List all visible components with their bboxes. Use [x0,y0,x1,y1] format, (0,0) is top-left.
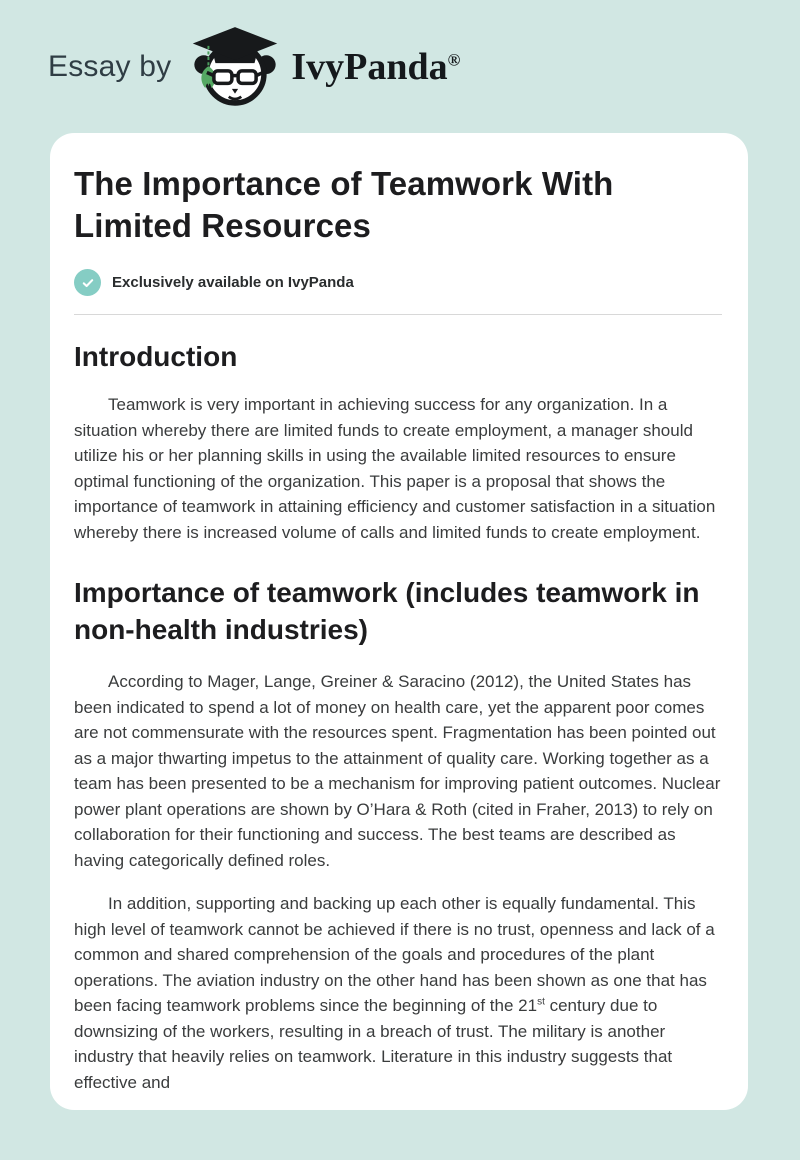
panda-graduate-icon [185,24,285,110]
introduction-paragraph: Teamwork is very important in achieving success for any organization. In a situation whereby there are limited funds to create employment, a manager should utilize his or her planning skills in using the available limited resources to ensure optimal functioning of the organization. This paper is a proposal that shows the importance of teamwork in attaining efficiency and customer satisfaction in a situation whereby there is increased volume of calls and limited funds to create employment. [74,395,716,542]
section-heading-importance: Importance of teamwork (includes teamwork in non-health industries) [74,577,700,646]
registered-trademark: ® [447,49,461,69]
site-header [0,0,800,133]
essay-by-label: Essay by [48,49,172,83]
brand-text: IvyPanda [291,45,448,88]
essay-title: The Importance of Teamwork With Limited Resources [74,165,614,245]
importance-paragraph-2 [74,891,722,1095]
importance-paragraph-1: According to Mager, Lange, Greiner & Saracino (2012), the United States has been indicated to spend a lot of money on health care, yet the apparent poor comes are not commensurate with the resources spent. Fragmentation has been pointed out as a major thwarting impetus to the attainment of quality care. Working together as a team has been presented to be a mechanism for improving patient outcomes. Nuclear power plant operations are shown by O’Hara & Roth (cited in Fraher, 2013) to rely on collaboration for their functioning and success. The best teams are described as having categorically defined roles. [74,672,721,870]
paragraph-text-post: century due to downsizing of the workers, resulting in a breach of trust. The military is another industry that heavily relies on teamwork. Literature in this industry suggests that effective and [74,996,673,1092]
availability-badge [74,269,722,296]
brand-name [291,45,461,88]
divider [74,314,722,315]
section-heading-introduction: Introduction [74,341,238,373]
essay-card [50,133,748,1110]
ordinal-superscript: st [537,996,545,1008]
availability-badge-label: Exclusively available on IvyPanda [112,274,354,292]
check-icon [74,269,101,296]
paragraph-text-pre: In addition, supporting and backing up each other is equally fundamental. This high level of teamwork cannot be achieved if there is no trust, openness and lack of a common and shared comprehension of the goals and procedures of the plant operations. The aviation industry on the other hand has been shown as one that has been facing teamwork problems since the beginning of the 21 [74,894,715,1016]
